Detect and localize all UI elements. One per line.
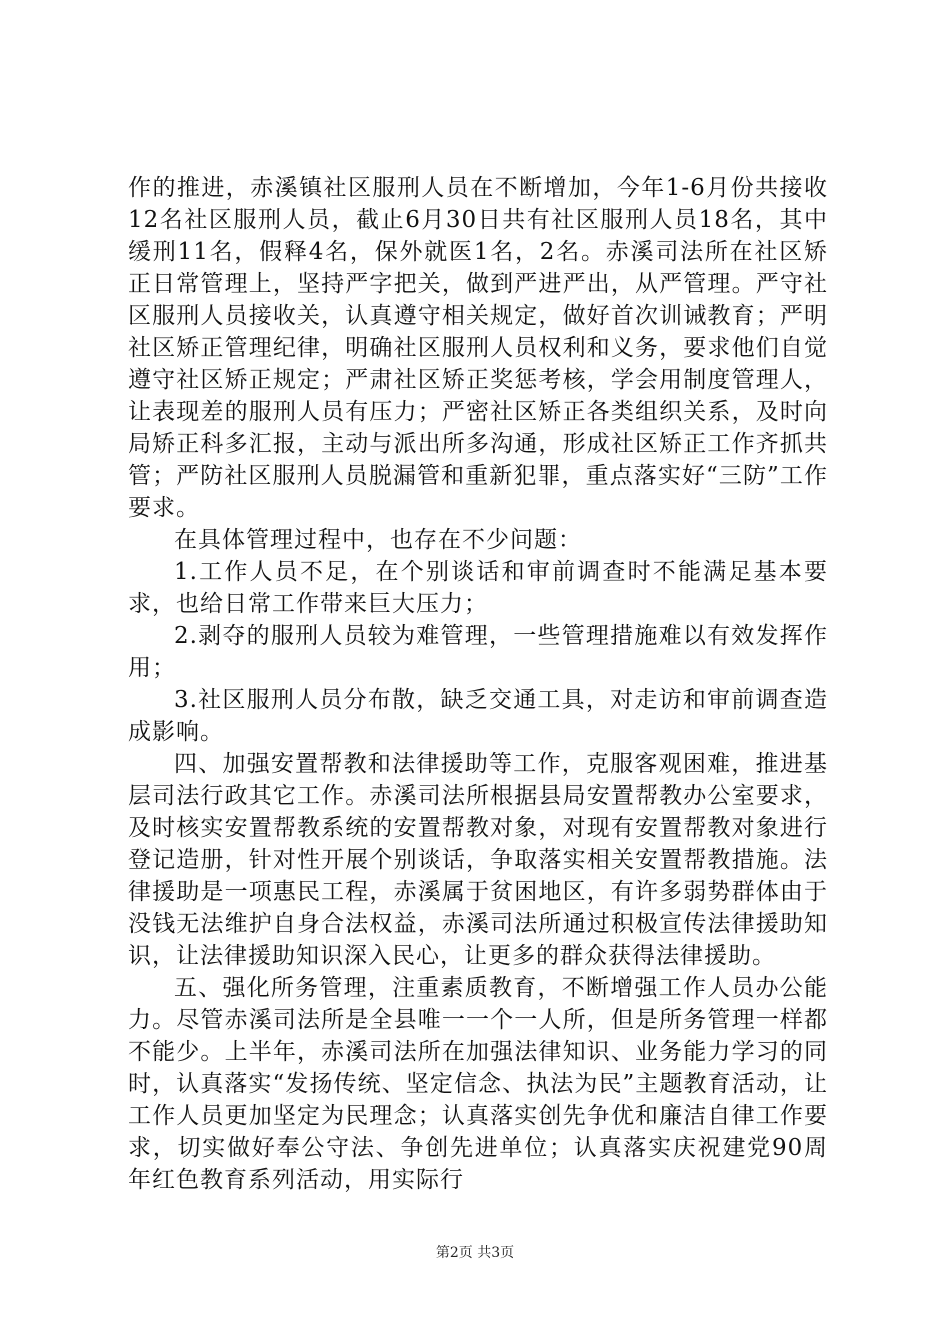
- page-number-label: 第2页 共3页: [435, 1245, 515, 1261]
- page-footer: [0, 1243, 950, 1263]
- paragraph-7: 五、强化所务管理，注重素质教育，不断增强工作人员办公能力。尽管赤溪司法所是全县唯一一个一人所，但是所务管理一样都不能少。上半年，赤溪司法所在加强法律知识、业务能力学习的同时，认真落实“发扬传统、坚定信念、执法为民”主题教育活动，让工作人员更加坚定为民理念；认真落实创先争优和廉洁自律工作要求，切实做好奉公守法、争创先进单位；认真落实庆祝建党90周年红色教育系列活动，用实际行: [128, 975, 828, 1193]
- paragraph-2: 在具体管理过程中，也存在不少问题：: [174, 527, 582, 553]
- paragraph-3: 1.工作人员不足，在个别谈话和审前调查时不能满足基本要求，也给日常工作带来巨大压力；: [128, 559, 828, 617]
- paragraph-4: 2.剥夺的服刑人员较为难管理，一些管理措施难以有效发挥作用；: [128, 623, 828, 681]
- paragraph-5: 3.社区服刑人员分布散，缺乏交通工具，对走访和审前调查造成影响。: [128, 687, 828, 745]
- document-body: [128, 172, 828, 1222]
- paragraph-6: 四、加强安置帮教和法律援助等工作，克服客观困难，推进基层司法行政其它工作。赤溪司法所根据县局安置帮教办公室要求，及时核实安置帮教系统的安置帮教对象，对现有安置帮教对象进行登记造册，针对性开展个别谈话，争取落实相关安置帮教措施。法律援助是一项惠民工程，赤溪属于贫困地区，有许多弱势群体由于没钱无法维护自身合法权益，赤溪司法所通过积极宣传法律援助知识，让法律援助知识深入民心，让更多的群众获得法律援助。: [128, 751, 828, 969]
- paragraph-1: 作的推进，赤溪镇社区服刑人员在不断增加，今年1-6月份共接收12名社区服刑人员，截止6月30日共有社区服刑人员18名，其中缓刑11名，假释4名，保外就医1名，2名。赤溪司法所在社区矫正日常管理上，坚持严字把关，做到严进严出，从严管理。严守社区服刑人员接收关，认真遵守相关规定，做好首次训诫教育；严明社区矫正管理纪律，明确社区服刑人员权利和义务，要求他们自觉遵守社区矫正规定；严肃社区矫正奖惩考核，学会用制度管理人，让表现差的服刑人员有压力；严密社区矫正各类组织关系，及时向局矫正科多汇报，主动与派出所多沟通，形成社区矫正工作齐抓共管；严防社区服刑人员脱漏管和重新犯罪，重点落实好“三防”工作要求。: [128, 175, 828, 521]
